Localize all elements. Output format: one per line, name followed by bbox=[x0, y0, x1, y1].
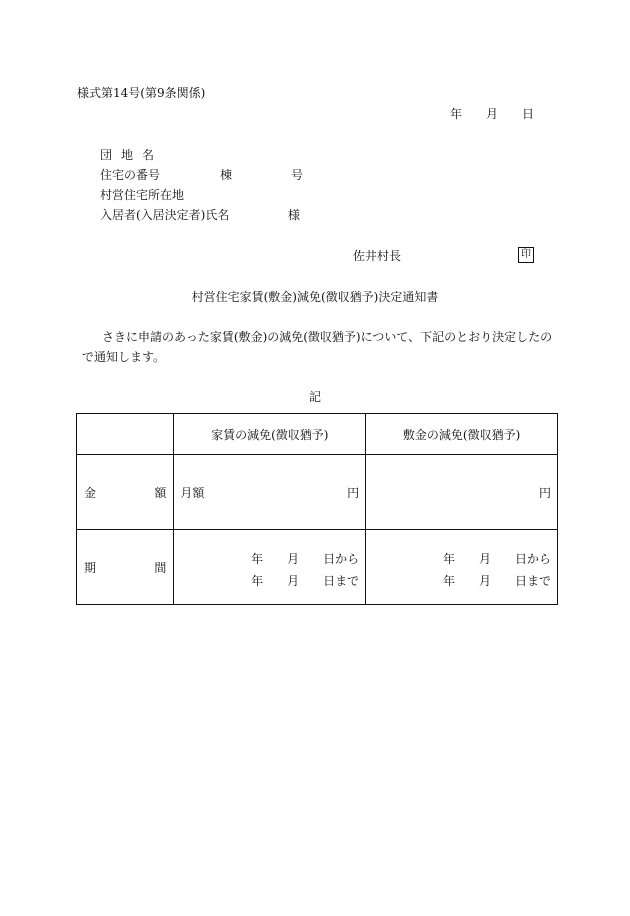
from-label: 日から bbox=[514, 552, 551, 566]
honorific: 様 bbox=[288, 208, 301, 222]
amount-label-a: 金 bbox=[84, 485, 97, 500]
year-label: 年 bbox=[251, 574, 264, 588]
form-number: 様式第14号(第9条関係) bbox=[77, 86, 206, 100]
table-header-row bbox=[77, 414, 558, 455]
year-label: 年 bbox=[442, 552, 455, 566]
rent-yen: 円 bbox=[347, 485, 360, 500]
ki-heading: 記 bbox=[308, 390, 321, 404]
building-label: 棟 bbox=[220, 168, 233, 182]
deposit-period-cell bbox=[366, 530, 558, 605]
date-year-label: 年 bbox=[450, 107, 463, 121]
period-label-b: 間 bbox=[154, 560, 167, 575]
period-label-a: 期 bbox=[84, 560, 97, 575]
header-cell-deposit: 敷金の減免(徴収猶予) bbox=[366, 414, 558, 455]
resident-name-label: 入居者(入居決定者)氏名 bbox=[100, 208, 230, 222]
header-cell-rent: 家賃の減免(徴収猶予) bbox=[174, 414, 366, 455]
month-label: 月 bbox=[287, 552, 300, 566]
body-text: さきに申請のあった家賃(敷金)の減免(徴収猶予)について、下記のとおり決定したので通知します。 bbox=[82, 330, 553, 364]
decision-table bbox=[76, 413, 558, 605]
amount-label-b: 額 bbox=[154, 485, 167, 500]
complex-name-label: 団地名 bbox=[100, 148, 164, 162]
table-row-period bbox=[77, 530, 558, 605]
rent-period-to bbox=[251, 572, 359, 589]
from-label: 日から bbox=[323, 552, 360, 566]
year-label: 年 bbox=[251, 552, 264, 566]
house-number-label: 住宅の番号 bbox=[100, 168, 161, 182]
date-day-label: 日 bbox=[522, 107, 535, 121]
deposit-period-from bbox=[443, 550, 551, 567]
year-label: 年 bbox=[442, 574, 455, 588]
number-label: 号 bbox=[291, 168, 304, 182]
to-label: 日まで bbox=[323, 574, 360, 588]
seal-mark: 印 bbox=[518, 247, 534, 263]
month-label: 月 bbox=[478, 552, 491, 566]
rent-amount-cell bbox=[174, 455, 366, 530]
rent-period-cell bbox=[174, 530, 366, 605]
issuer-mayor: 佐井村長 bbox=[353, 249, 402, 263]
document-title: 村営住宅家賃(敷金)減免(徴収猶予)決定通知書 bbox=[191, 290, 439, 304]
rent-monthly-prefix: 月額 bbox=[180, 485, 205, 500]
date-month-label: 月 bbox=[486, 107, 499, 121]
table-row-amount bbox=[77, 455, 558, 530]
rent-period-from bbox=[251, 550, 359, 567]
period-label-cell bbox=[77, 530, 174, 605]
to-label: 日まで bbox=[514, 574, 551, 588]
address-label: 村営住宅所在地 bbox=[100, 188, 185, 202]
month-label: 月 bbox=[478, 574, 491, 588]
header-cell-empty bbox=[77, 414, 174, 455]
deposit-yen: 円 bbox=[538, 485, 551, 500]
month-label: 月 bbox=[287, 574, 300, 588]
deposit-amount-cell bbox=[366, 455, 558, 530]
amount-label-cell bbox=[77, 455, 174, 530]
deposit-period-to bbox=[443, 572, 551, 589]
